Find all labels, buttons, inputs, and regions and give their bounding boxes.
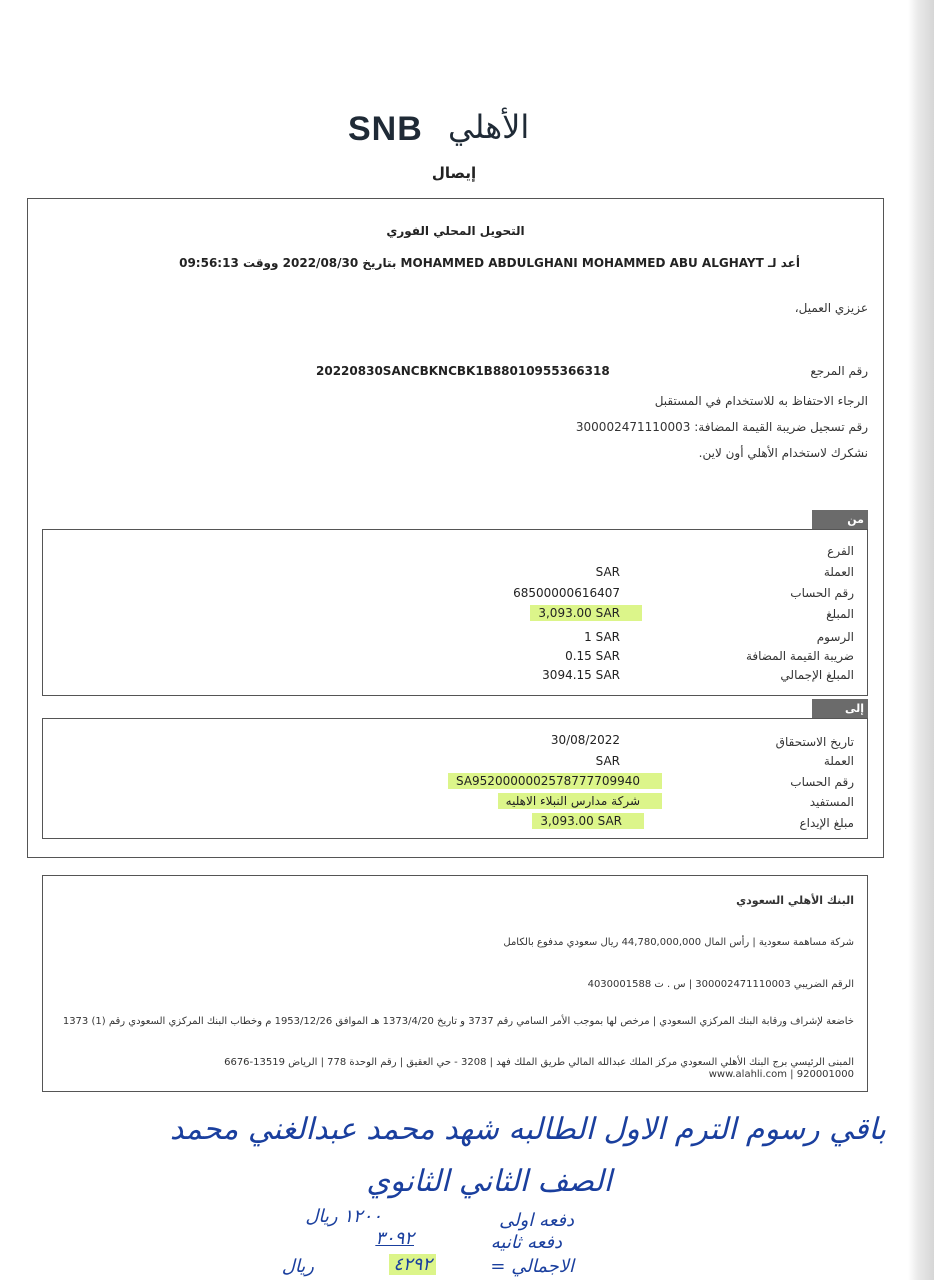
from-section-box: [42, 529, 868, 696]
from-vat-label: ضريبة القيمة المضافة: [745, 649, 854, 663]
from-branch-label: الفرع: [827, 544, 854, 558]
from-currency-label: العملة: [823, 565, 854, 579]
bank-contact: 920001000 | www.alahli.com: [708, 1069, 854, 1080]
reference-label: رقم المرجع: [810, 364, 868, 378]
handwritten-note-line1: باقي رسوم الترم الاول الطالبه شهد محمد عبدالغني محمد: [169, 1112, 886, 1147]
from-currency-value: SAR: [595, 565, 620, 579]
to-account-label: رقم الحساب: [790, 775, 854, 789]
logo-arabic-text: الأهلي: [448, 108, 530, 146]
from-total-value: 3094.15 SAR: [542, 668, 620, 682]
to-deposit-value: 3,093.00 SAR: [532, 813, 644, 829]
to-tab: إلى: [812, 699, 868, 718]
to-currency-value: SAR: [595, 754, 620, 768]
bank-capital: شركة مساهمة سعودية | رأس المال 44,780,000,000 ريال سعودي مدفوع بالكامل: [503, 937, 854, 948]
logo-latin-text: SNB: [348, 110, 423, 148]
snb-logo: [340, 100, 560, 152]
prepared-for-line: أعد لـ MOHAMMED ABDULGHANI MOHAMMED ABU ALGHAYT بتاريخ 2022/08/30 ووقت 09:56:13: [179, 256, 800, 270]
from-account-value: 68500000616407: [513, 586, 620, 600]
handwritten-first-payment-value: ١٢٠٠ ريال: [305, 1206, 382, 1227]
from-amount-label: المبلغ: [826, 607, 854, 621]
transfer-type: التحويل المحلي الفوري: [386, 224, 525, 238]
from-fees-label: الرسوم: [816, 630, 854, 644]
to-beneficiary-value: شركة مدارس النبلاء الاهليه: [498, 793, 662, 809]
receipt-title: إيصال: [431, 164, 477, 182]
to-due-date-value: 30/08/2022: [550, 733, 620, 747]
handwritten-total-unit: ريال: [281, 1256, 314, 1277]
vat-registration: رقم تسجيل ضريبة القيمة المضافة: 300002471110003: [575, 420, 868, 434]
bank-address: المبنى الرئيسي برج البنك الأهلي السعودي مركز الملك عبدالله المالي طريق الملك فهد | 3208 - حي العقيق | رقم الوحدة 778 | الرياض 13519-6676: [224, 1057, 854, 1068]
to-deposit-label: مبلغ الإيداع: [799, 816, 854, 830]
handwritten-total-number: ٤٢٩٢: [389, 1254, 436, 1275]
from-vat-value: 0.15 SAR: [565, 649, 620, 663]
from-account-label: رقم الحساب: [790, 586, 854, 600]
page-edge-shadow: [908, 0, 934, 1280]
from-total-label: المبلغ الإجمالي: [780, 668, 854, 682]
handwritten-note-line2: الصف الثاني الثانوي: [366, 1164, 612, 1199]
handwritten-second-payment-label: دفعه ثانيه: [490, 1232, 562, 1253]
to-due-date-label: تاريخ الاستحقاق: [775, 735, 854, 749]
handwritten-second-payment-value: ٣٠٩٢: [375, 1228, 414, 1249]
bank-name: البنك الأهلي السعودي: [736, 894, 854, 907]
from-tab: من: [812, 510, 868, 529]
thanks-note: نشكرك لاستخدام الأهلي أون لاين.: [698, 446, 868, 460]
bank-license: خاضعة لإشراف ورقابة البنك المركزي السعودي | مرخص لها بموجب الأمر السامي رقم 3737 و تاريخ 1373/4/20 هـ الموافق 1953/12/26 م وخطاب البنك المركزي السعودي رقم (1) 1373: [62, 1016, 854, 1027]
bank-tax: الرقم الضريبي 300002471110003 | س . ت 4030001588: [587, 979, 854, 990]
from-amount-value: 3,093.00 SAR: [530, 605, 642, 621]
to-beneficiary-label: المستفيد: [809, 795, 854, 809]
reference-value: 20220830SANCBKNCBK1B88010955366318: [316, 364, 610, 378]
handwritten-total-value: [389, 1254, 436, 1275]
to-account-value: SA9520000002578777709940: [448, 773, 662, 789]
handwritten-total-label: الاجمالي =: [490, 1256, 574, 1277]
keep-note: الرجاء الاحتفاظ به للاستخدام في المستقبل: [654, 394, 868, 408]
to-currency-label: العملة: [823, 754, 854, 768]
greeting: عزيزي العميل،: [794, 301, 868, 315]
from-fees-value: 1 SAR: [584, 630, 620, 644]
handwritten-first-payment-label: دفعه اولى: [499, 1210, 574, 1231]
